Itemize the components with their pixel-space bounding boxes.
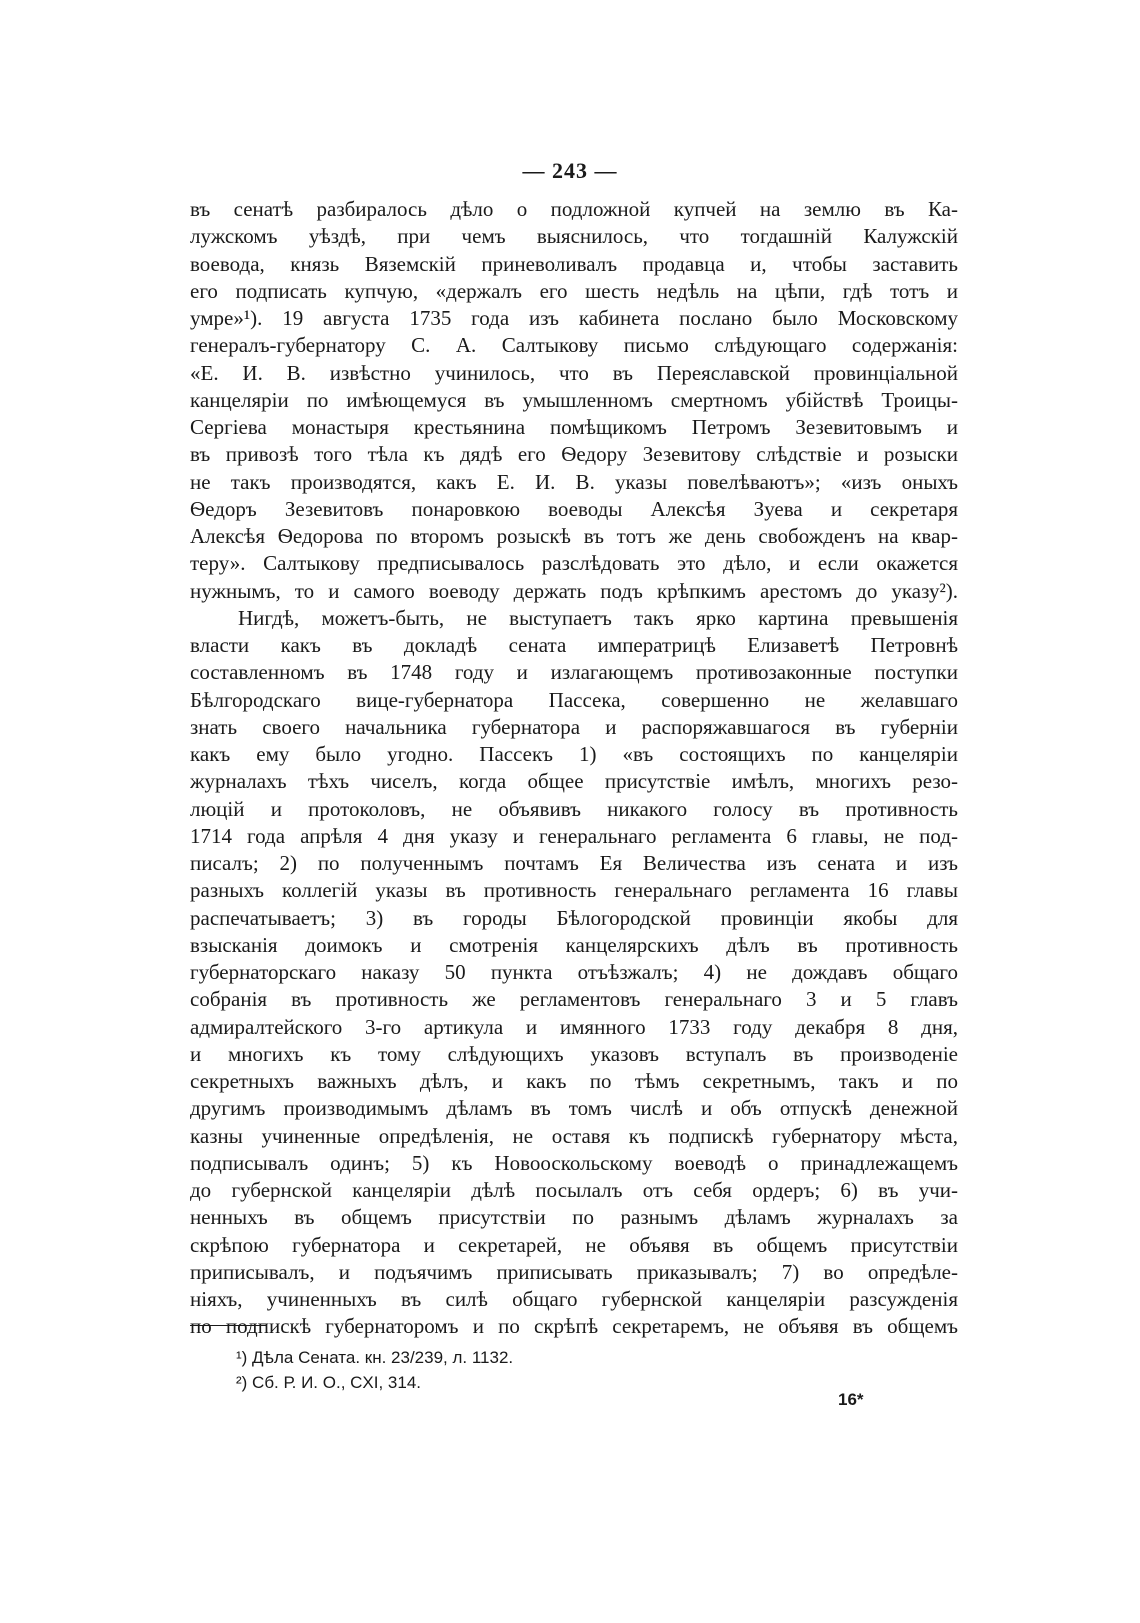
text-line: приписывалъ, и подъячимъ приписывать приказывалъ; 7) во опредѣле- — [190, 1259, 958, 1284]
text-line: Ѳедоръ Зезевитовъ понаровкою воеводы Алексѣя Зуева и секретаря — [190, 496, 958, 521]
text-line: Бѣлгородскаго вице-губернатора Пассека, совершенно не желавшаго — [190, 687, 958, 712]
footnote-2: ²) Сб. Р. И. О., CXI, 314. — [236, 1373, 422, 1392]
page-number: — 243 — — [522, 158, 618, 183]
text-line: ненныхъ въ общемъ присутствіи по разнымъ дѣламъ журналахъ за — [190, 1205, 958, 1230]
text-line: власти какъ въ докладѣ сената императрицѣ Елизаветѣ Петровнѣ — [190, 633, 958, 657]
text-line: адмиралтейского 3-го артикула и имянного 1733 году декабря 8 дня, — [190, 1014, 958, 1039]
text-line: другимъ производимымъ дѣламъ въ томъ числѣ и объ отпускѣ денежной — [190, 1096, 958, 1121]
text-line: «Е. И. В. извѣстно учинилось, что въ Переяславской провинціальной — [190, 360, 958, 385]
text-line: составленномъ въ 1748 году и излагающемъ противозаконные поступки — [190, 660, 958, 685]
text-line: журналахъ тѣхъ чиселъ, когда общее присутствіе имѣлъ, многихъ резо- — [190, 769, 958, 794]
text-line: скрѣпою губернатора и секретарей, не объявя въ общемъ присутствіи — [190, 1232, 958, 1257]
text-line: до губернской канцеляріи дѣлѣ посылалъ отъ себя ордеръ; 6) въ учи- — [190, 1178, 958, 1202]
text-line: секретныхъ важныхъ дѣлъ, и какъ по тѣмъ секретнымъ, такъ и по — [190, 1069, 958, 1093]
text-line: его подписать купчую, «держалъ его шесть недѣль на цѣпи, гдѣ тотъ и — [190, 278, 958, 303]
text-line: въ привозѣ того тѣла къ дядѣ его Ѳедору Зезевитову слѣдствіе и розыски — [190, 442, 958, 467]
text-line: воевода, князь Вяземскій приневоливалъ продавца и, чтобы заставить — [190, 251, 958, 276]
text-line: разныхъ коллегій указы въ противность генеральнаго регламента 16 главы — [190, 878, 958, 903]
text-line: Сергіева монастыря крестьянина помѣщикомъ Петромъ Зезевитовымъ и — [190, 415, 958, 439]
text-line: по подпискѣ губернаторомъ и по скрѣпѣ секретаремъ, не объявя въ общемъ — [190, 1314, 958, 1339]
text-line: распечатываетъ; 3) въ городы Бѣлогородской провинціи якобы для — [190, 905, 958, 930]
text-line: какъ ему было угодно. Пассекъ 1) «въ состоящихъ по канцеляріи — [190, 742, 958, 766]
text-line: казны учиненные опредѣленія, не оставя къ подпискѣ губернатору мѣста, — [190, 1123, 958, 1148]
text-line: подписывалъ одинъ; 5) къ Новооскольскому воеводѣ о принадлежащемъ — [190, 1150, 958, 1175]
text-line: знать своего начальника губернатора и распоряжавшагося въ губерніи — [190, 714, 958, 739]
footnotes — [236, 1345, 836, 1395]
text-line: теру». Салтыкову предписывалось разслѣдовать это дѣло, и если окажется — [190, 551, 958, 576]
text-line: и многихъ къ тому слѣдующихъ указовъ вступалъ въ производеніе — [190, 1041, 958, 1066]
text-line: лужскомъ уѣздѣ, при чемъ выяснилось, что тогдашній Калужскій — [190, 224, 958, 249]
text-line: въ сенатѣ разбиралось дѣло о подложной купчей на землю въ Ка- — [190, 197, 958, 221]
text-line: люцій и протоколовъ, не объявивъ никакого голосу въ противность — [190, 796, 958, 821]
text-line: умре»¹). 19 августа 1735 года изъ кабинета послано было Московскому — [190, 306, 958, 330]
text-line: 1714 года апрѣля 4 дня указу и генеральнаго регламента 6 главы, не под- — [190, 823, 958, 848]
text-line: губернаторскаго наказу 50 пункта отъѣзжалъ; 4) не дождавъ общаго — [190, 960, 958, 984]
text-line: писалъ; 2) по полученнымъ почтамъ Ея Величества изъ сената и изъ — [190, 851, 958, 875]
text-line: генералъ-губернатору С. А. Салтыкову письмо слѣдующаго содержанія: — [190, 333, 958, 358]
text-line: взысканія доимокъ и смотренія канцелярскихъ дѣлъ въ противность — [190, 932, 958, 957]
paragraph-start-line: Нигдѣ, можетъ-быть, не выступаетъ такъ ярко картина превышенія — [238, 605, 958, 630]
text-line: Алексѣя Ѳедорова по второмъ розыскѣ въ тотъ же день свобожденъ на квар- — [190, 524, 958, 548]
text-line: нужнымъ, то и самого воеводу держать подъ крѣпкимъ арестомъ до указу²). — [190, 578, 958, 603]
text-line: не такъ производятся, какъ Е. И. В. указы повелѣваютъ»; «изъ оныхъ — [190, 469, 958, 494]
body-text — [190, 196, 958, 1341]
text-line: канцеляріи по имѣющемуся въ умышленномъ смертномъ убійствѣ Троицы- — [190, 387, 958, 412]
signature-mark: 16* — [838, 1390, 864, 1409]
footnote-divider — [190, 1325, 266, 1326]
text-line: собранія въ противность же регламентовъ генеральнаго 3 и 5 главъ — [190, 987, 958, 1012]
footnote-1: ¹) Дѣла Сената. кн. 23/239, л. 1132. — [236, 1348, 514, 1367]
text-line: ніяхъ, учиненныхъ въ силѣ общаго губернской канцеляріи разсужденія — [190, 1287, 958, 1311]
